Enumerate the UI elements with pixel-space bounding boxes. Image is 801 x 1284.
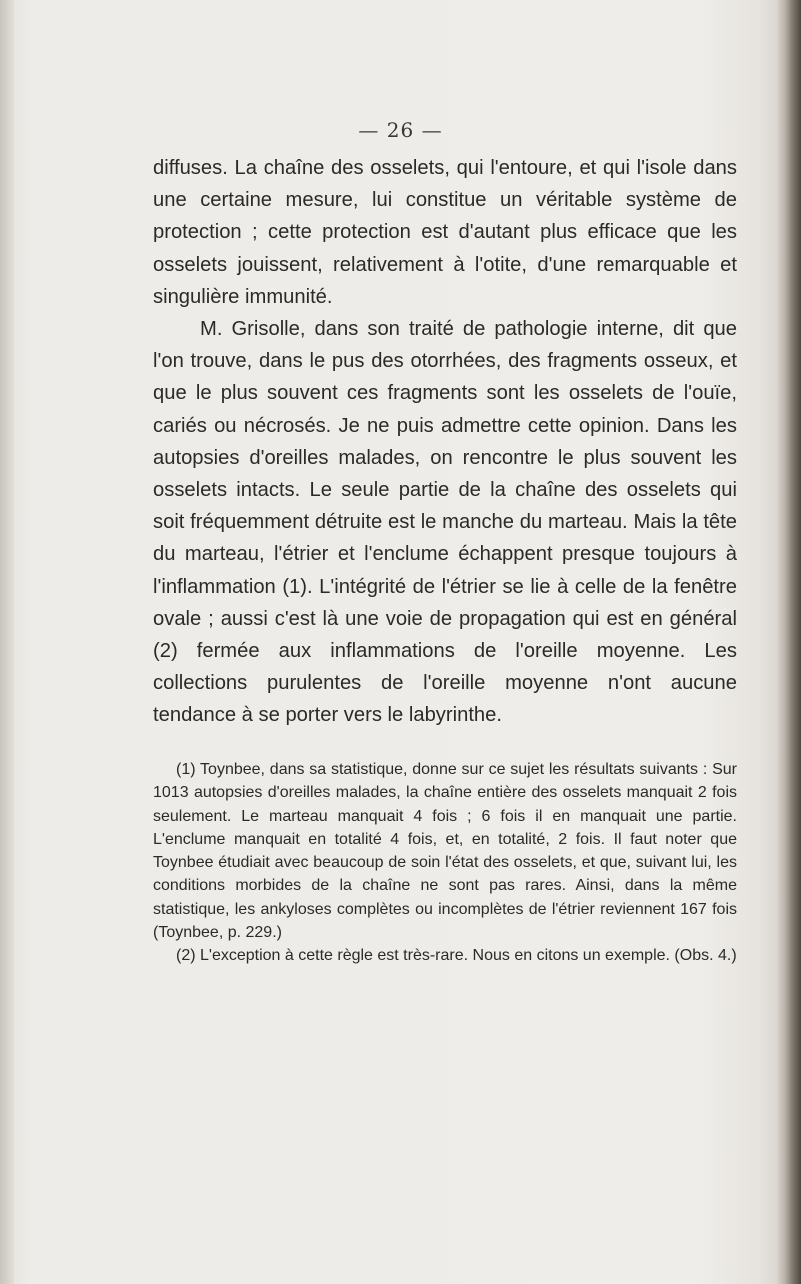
footnote: (2) L'exception à cette règle est très-rare. Nous en citons un exemple. (Obs. 4.) [176,947,737,965]
paragraph: M. Grisolle, dans son traité de pathologie interne, dit que l'on trouve, dans le pus des otorrhées, des fragments osseux, et que le plus souvent ces fragments sont les osselets de l'ouïe, cariés ou nécrosés. Je ne puis admettre cette opinion. Dans les autopsies d'oreilles malades, on rencontre le plus souvent les osselets intacts. Le seule partie de la chaîne des osselets qui soit fréquemment détruite est le manche du marteau. Mais la tête du marteau, l'étrier et l'enclume échappent presque toujours à l'inflammation (1). L'intégrité de l'étrier se lie à celle de la fenêtre ovale ; aussi c'est là une voie de propagation qui est en général (2) fermée aux inflammations de l'oreille moyenne. Les collections purulentes de l'oreille moyenne n'ont aucune tendance à se porter vers le labyrinthe. [153,318,737,727]
paragraph: diffuses. La chaîne des osselets, qui l'entoure, et qui l'isole dans une certaine mesure, lui constitue un véritable système de protection ; cette protection est d'autant plus efficace que les osselets jouissent, relativement à l'otite, d'une remarquable et singulière immunité. [153,157,737,308]
footnote: (1) Toynbee, dans sa statistique, donne sur ce sujet les résultats suivants : Sur 1013 autopsies d'oreilles malades, la chaîne entière des osselets manquait 2 fois seulement. Le marteau manquait 4 fois ; 6 fois il en manquait une partie. L'enclume manquait en totalité 4 fois, et, en totalité, 2 fois. Il faut noter que Toynbee étudiait avec beaucoup de soin l'état des osselets, et que, suivant lui, les conditions morbides de la chaîne ne sont pas rares. Ainsi, dans la même statistique, les ankyloses complètes ou incomplètes de l'étrier reviennent 167 fois (Toynbee, p. 229.) [153,761,737,942]
page-gutter-shadow [0,0,14,1284]
footnotes [153,758,737,968]
page-edge-shadow [777,0,801,1284]
page-number-header: — 26 — [358,118,443,142]
main-text [153,152,737,732]
